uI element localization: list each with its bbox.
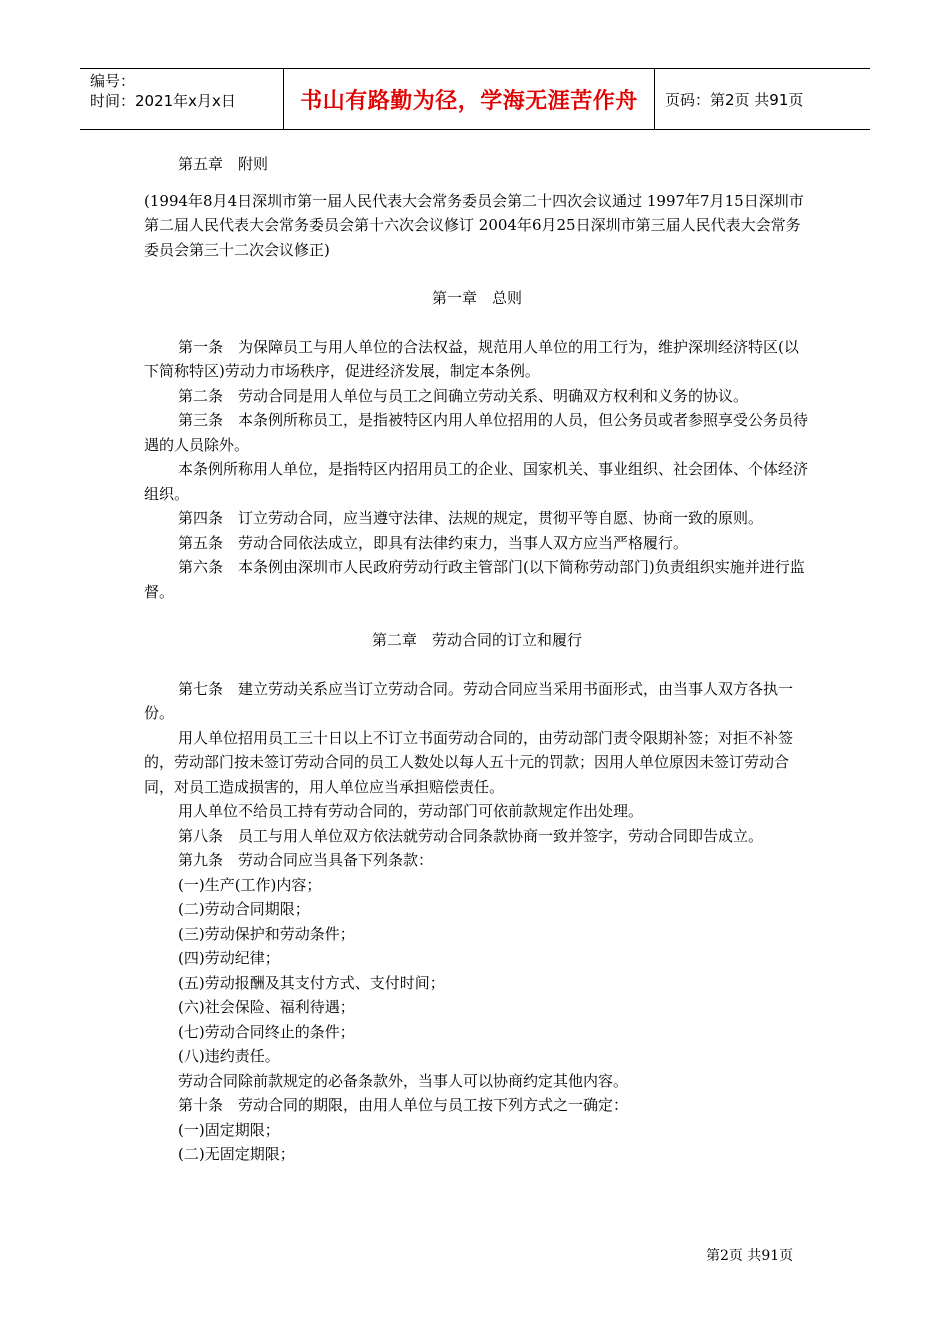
article-paragraph: 第七条 建立劳动关系应当订立劳动合同。劳动合同应当采用书面形式，由当事人双方各执一份。 bbox=[144, 679, 794, 722]
document-body bbox=[144, 152, 810, 1167]
list-item: (一)固定期限； bbox=[178, 1120, 280, 1139]
header-page-number: 页码：第2页 共91页 bbox=[665, 90, 804, 109]
article-paragraph: 第一条 为保障员工与用人单位的合法权益，规范用人单位的用工行为，维护深圳经济特区(以下简称特区)劳动力市场秩序，促进经济发展，制定本条例。 bbox=[144, 337, 799, 380]
list-item: (八)违约责任。 bbox=[178, 1047, 280, 1065]
list-item: (三)劳动保护和劳动条件； bbox=[178, 924, 355, 943]
article-paragraph: 第五条 劳动合同依法成立，即具有法律约束力，当事人双方应当严格履行。 bbox=[178, 533, 689, 552]
article-paragraph: 第八条 员工与用人单位双方依法就劳动合同条款协商一致并签字，劳动合同即告成立。 bbox=[178, 826, 764, 845]
article-paragraph: 第十条 劳动合同的期限，由用人单位与员工按下列方式之一确定： bbox=[178, 1096, 629, 1114]
header-motto: 书山有路勤为径，学海无涯苦作舟 bbox=[283, 69, 655, 129]
toc-item: 第五章 附则 bbox=[178, 155, 269, 173]
article-paragraph: 第六条 本条例由深圳市人民政府劳动行政主管部门(以下简称劳动部门)负责组织实施并进行监督。 bbox=[144, 558, 805, 601]
chapter-2-title: 第二章 劳动合同的订立和履行 bbox=[371, 631, 582, 649]
list-item: (一)生产(工作)内容； bbox=[178, 875, 322, 894]
article-paragraph: 劳动合同除前款规定的必备条款外，当事人可以协商约定其他内容。 bbox=[178, 1071, 629, 1090]
article-paragraph: 第九条 劳动合同应当具备下列条款： bbox=[178, 851, 434, 869]
chapter-1-body bbox=[144, 335, 810, 605]
serial-number-label: 编号： bbox=[90, 72, 136, 90]
list-item: (五)劳动报酬及其支付方式、支付时间； bbox=[178, 973, 445, 992]
page-header bbox=[80, 68, 870, 130]
chapter-2-body bbox=[144, 677, 810, 1167]
list-item: (四)劳动纪律； bbox=[178, 949, 280, 967]
page-footer: 第2页 共91页 bbox=[706, 1248, 794, 1264]
date-label: 时间：2021年x月x日 bbox=[90, 92, 236, 110]
article-paragraph: 第四条 订立劳动合同，应当遵守法律、法规的规定，贯彻平等自愿、协商一致的原则。 bbox=[178, 509, 764, 527]
article-paragraph: 第二条 劳动合同是用人单位与员工之间确立劳动关系、明确双方权利和义务的协议。 bbox=[178, 386, 749, 405]
list-item: (六)社会保险、福利待遇； bbox=[178, 998, 355, 1016]
list-item: (二)无固定期限； bbox=[178, 1145, 295, 1163]
chapter-1-title: 第一章 总则 bbox=[431, 289, 522, 307]
preamble: (1994年8月4日深圳市第一届人民代表大会常务委员会第二十四次会议通过 1997年7月15日深圳市第二届人民代表大会常务委员会第十六次会议修订 2004年6月25日深圳市第三届人民代表大会常务委员会第三十二次会议修正) bbox=[144, 191, 804, 259]
article-paragraph: 第三条 本条例所称员工，是指被特区内用人单位招用的人员，但公务员或者参照享受公务员待遇的人员除外。 bbox=[144, 411, 809, 454]
article-paragraph: 用人单位招用员工三十日以上不订立书面劳动合同的，由劳动部门责令限期补签；对拒不补签的，劳动部门按未签订劳动合同的员工人数处以每人五十元的罚款；因用人单位原因未签订劳动合同，对员工造成损害的，用人单位应当承担赔偿责任。 bbox=[144, 728, 794, 796]
list-item: (七)劳动合同终止的条件； bbox=[178, 1022, 355, 1041]
list-item: (二)劳动合同期限； bbox=[178, 900, 310, 918]
header-left-cell bbox=[80, 69, 283, 129]
article-paragraph: 本条例所称用人单位，是指特区内招用员工的企业、国家机关、事业组织、社会团体、个体经济组织。 bbox=[144, 460, 809, 503]
article-paragraph: 用人单位不给员工持有劳动合同的，劳动部门可依前款规定作出处理。 bbox=[178, 802, 644, 820]
